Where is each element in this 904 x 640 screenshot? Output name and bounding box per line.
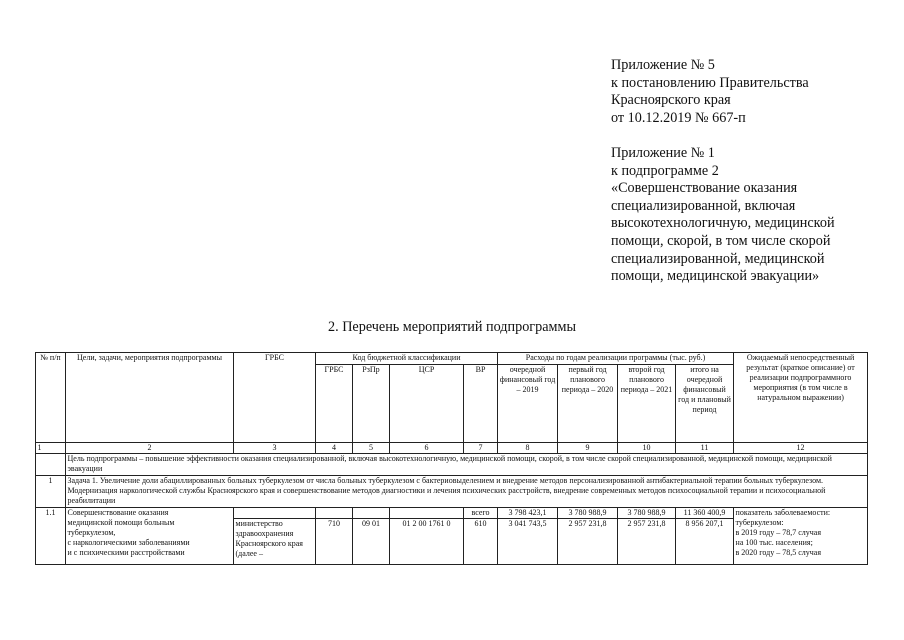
item-name-line: и с психическими расстройствами bbox=[67, 548, 185, 557]
column-number: 12 bbox=[734, 443, 868, 454]
column-number: 1 bbox=[36, 443, 66, 454]
item-name-line: туберкулезом, bbox=[67, 528, 116, 537]
header-year-2020: первый год планового периода – 2020 bbox=[558, 365, 618, 443]
column-number: 11 bbox=[676, 443, 734, 454]
item-name bbox=[66, 508, 234, 565]
annex-line: к постановлению Правительства bbox=[611, 74, 809, 91]
header-year-2019: очередной финансовый год – 2019 bbox=[498, 365, 558, 443]
row610-sum: 8 956 207,1 bbox=[676, 519, 734, 565]
task-row bbox=[36, 476, 868, 508]
document-title: 2. Перечень мероприятий подпрограммы bbox=[328, 319, 576, 335]
annex-line: «Совершенствование оказания bbox=[611, 180, 798, 197]
row610-2019: 3 041 743,5 bbox=[498, 519, 558, 565]
item-result bbox=[734, 508, 868, 565]
header-num: № п/п bbox=[36, 353, 66, 443]
row610-code-grbs: 710 bbox=[316, 519, 353, 565]
header-goals: Цели, задачи, мероприятия подпрограммы bbox=[66, 353, 234, 443]
item-num: 1.1 bbox=[36, 508, 66, 565]
column-number: 2 bbox=[66, 443, 234, 454]
total-vr: всего bbox=[464, 508, 498, 519]
header-grbs: ГРБС bbox=[234, 353, 316, 443]
annex-line: Приложение № 5 bbox=[611, 57, 715, 73]
header-code-csr: ЦСР bbox=[390, 365, 464, 443]
goal-row bbox=[36, 454, 868, 476]
annex-line: к подпрограмме 2 bbox=[611, 162, 719, 179]
item-result-line: в 2020 году – 78,5 случая bbox=[735, 548, 822, 557]
item-grbs bbox=[234, 519, 316, 565]
annex-line: помощи, скорой, в том числе скорой bbox=[611, 232, 831, 249]
total-2020: 3 780 988,9 bbox=[558, 508, 618, 519]
header-expenses: Расходы по годам реализации программы (тыс. руб.) bbox=[498, 353, 734, 365]
item-grbs-line: (далее – bbox=[235, 549, 263, 558]
annex-line: высокотехнологичную, медицинской bbox=[611, 215, 835, 232]
annex-subprogram-header bbox=[611, 145, 835, 286]
row610-2021: 2 957 231,8 bbox=[618, 519, 676, 565]
annex-resolution-header bbox=[611, 57, 809, 127]
row610-2020: 2 957 231,8 bbox=[558, 519, 618, 565]
header-code-rzpr: РзПр bbox=[353, 365, 390, 443]
measures-table bbox=[35, 352, 868, 565]
header-year-2021: второй год планового периода – 2021 bbox=[618, 365, 676, 443]
task-num: 1 bbox=[36, 476, 66, 508]
header-code-vr: ВР bbox=[464, 365, 498, 443]
annex-line: специализированной, включая bbox=[611, 197, 796, 214]
annex-line: Приложение № 1 bbox=[611, 145, 715, 161]
column-number: 10 bbox=[618, 443, 676, 454]
total-sum: 11 360 400,9 bbox=[676, 508, 734, 519]
row610-rzpr: 09 01 bbox=[353, 519, 390, 565]
task-text: Задача 1. Увеличение доли абациллированных больных туберкулезом от числа больных туберкулезом с бактериовыделением и внедрение методов персонализированной антибактериальной терапии больных туберкулезом. Модернизация наркологической службы Красноярского края и совершенствование методов диагностики и лечения психических расстройств, внедрение современных методов психосоциальной терапии и психосоциальной реабилитации bbox=[66, 476, 868, 508]
item-result-line: в 2019 году – 78,7 случая bbox=[735, 528, 822, 537]
header-code-grbs: ГРБС bbox=[316, 365, 353, 443]
item-name-line: с наркологическими заболеваниями bbox=[67, 538, 190, 547]
header-budget-code: Код бюджетной классификации bbox=[316, 353, 498, 365]
item-name-line: медицинской помощи больным bbox=[67, 518, 175, 527]
item-result-line: туберкулезом: bbox=[735, 518, 784, 527]
column-number: 8 bbox=[498, 443, 558, 454]
row610-vr: 610 bbox=[464, 519, 498, 565]
header-total: итого на очередной финансовый год и плановый период bbox=[676, 365, 734, 443]
annex-line: от 10.12.2019 № 667-п bbox=[611, 109, 746, 126]
column-number: 9 bbox=[558, 443, 618, 454]
goal-text: Цель подпрограммы – повышение эффективности оказания специализированной, включая высокотехнологичную, медицинской помощи, скорой, в том числе скорой специализированной, медицинской помощи, медицинской эвакуации bbox=[66, 454, 868, 476]
column-number: 7 bbox=[464, 443, 498, 454]
annex-line: специализированной, медицинской bbox=[611, 250, 825, 267]
annex-line: помощи, медицинской эвакуации» bbox=[611, 268, 820, 285]
header-expected-result: Ожидаемый непосредственный результат (краткое описание) от реализации подпрограммного мероприятия (в том числе в натуральном выражении) bbox=[734, 353, 868, 443]
item-name-line: Совершенствование оказания bbox=[67, 508, 169, 517]
column-number: 4 bbox=[316, 443, 353, 454]
item-grbs-line: министерство bbox=[235, 519, 283, 528]
item-total-row bbox=[36, 508, 868, 519]
item-grbs-line: здравоохранения bbox=[235, 529, 294, 538]
column-number: 3 bbox=[234, 443, 316, 454]
column-number-row bbox=[36, 443, 868, 454]
item-result-line: на 100 тыс. населения; bbox=[735, 538, 813, 547]
item-grbs-line: Красноярского края bbox=[235, 539, 303, 548]
row610-csr: 01 2 00 1761 0 bbox=[390, 519, 464, 565]
column-number: 5 bbox=[353, 443, 390, 454]
column-number: 6 bbox=[390, 443, 464, 454]
total-2021: 3 780 988,9 bbox=[618, 508, 676, 519]
annex-line: Красноярского края bbox=[611, 92, 731, 109]
item-result-line: показатель заболеваемости: bbox=[735, 508, 831, 517]
total-2019: 3 798 423,1 bbox=[498, 508, 558, 519]
